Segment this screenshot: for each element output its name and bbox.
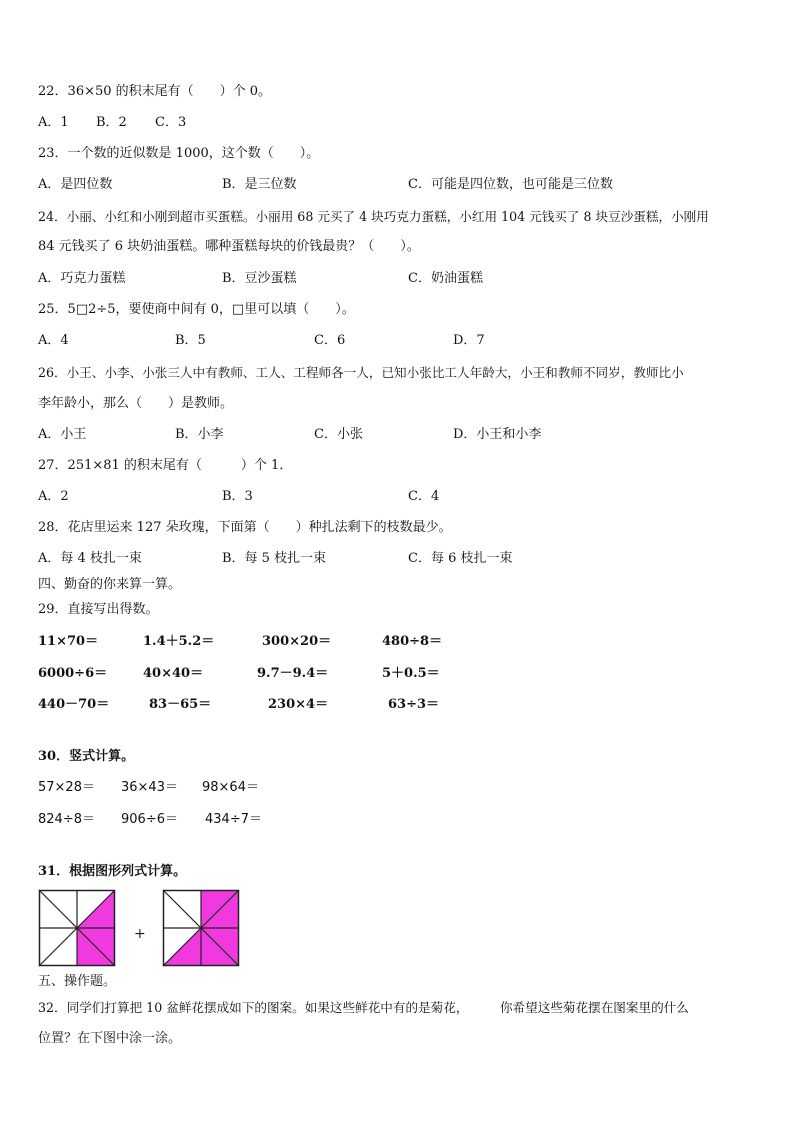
- q29-item-3-1: 440－70＝: [38, 697, 110, 712]
- q29-item-2-1: 6000÷6＝: [38, 666, 108, 681]
- q24-option-c: C．奶油蛋糕: [408, 271, 483, 286]
- q27-option-b: B．3: [222, 489, 253, 504]
- q25-option-d: D．7: [453, 333, 485, 348]
- q32-stem-line2: 位置？在下图中涂一涂。: [38, 1031, 182, 1046]
- q26-option-b: B．小李: [175, 427, 224, 442]
- q29-item-2-2: 40×40＝: [143, 666, 204, 681]
- q29-item-1-1: 11×70＝: [38, 634, 99, 649]
- q30-item-2-3: 434÷7＝: [205, 812, 262, 827]
- q24-stem-line2: 84 元钱买了 6 块奶油蛋糕。哪种蛋糕每块的价钱最贵？（ ）。: [38, 239, 420, 254]
- q24-option-a: A．巧克力蛋糕: [38, 271, 126, 286]
- q29-item-1-3: 300×20＝: [262, 634, 332, 649]
- q26-option-d: D．小王和小李: [453, 427, 542, 442]
- q31-title: 31．根据图形列式计算。: [38, 864, 187, 879]
- q30-item-2-2: 906÷6＝: [121, 812, 178, 827]
- q22-option-c: C．3: [155, 115, 187, 130]
- q25-option-c: C．6: [314, 333, 346, 348]
- q30-item-1-1: 57×28＝: [38, 780, 95, 795]
- section-heading-4: 四、勤奋的你来算一算。: [38, 577, 182, 592]
- q23-option-b: B．是三位数: [222, 177, 297, 192]
- q25-option-a: A．4: [38, 333, 69, 348]
- q28-option-b: B．每 5 枝扎一束: [222, 551, 327, 566]
- q28-option-a: A．每 4 枝扎一束: [38, 551, 142, 566]
- q26-stem-line2: 李年龄小，那么（ ）是教师。: [38, 396, 234, 411]
- q25-option-b: B．5: [175, 333, 206, 348]
- q24-option-b: B．豆沙蛋糕: [222, 271, 297, 286]
- q22-option-a: A．1: [38, 115, 69, 130]
- q27-option-c: C．4: [408, 489, 440, 504]
- q29-item-2-4: 5＋0.5＝: [382, 666, 440, 681]
- q28-stem: 28．花店里运来 127 朵玫瑰，下面第（ ）种扎法剩下的枝数最少。: [38, 520, 452, 535]
- q30-item-1-2: 36×43＝: [121, 780, 178, 795]
- q26-option-c: C．小张: [314, 427, 363, 442]
- q28-option-c: C．每 6 枝扎一束: [408, 551, 513, 566]
- q29-item-1-2: 1.4＋5.2＝: [143, 634, 215, 649]
- q23-option-a: A．是四位数: [38, 177, 113, 192]
- q30-title: 30．竖式计算。: [38, 749, 135, 764]
- section-heading-5: 五、操作题。: [38, 974, 117, 989]
- q27-stem: 27．251×81 的积末尾有（ ）个 1．: [38, 458, 293, 473]
- q23-option-c: C．可能是四位数，也可能是三位数: [408, 177, 613, 192]
- q22-stem: 22．36×50 的积末尾有（ ）个 0。: [38, 84, 272, 99]
- q23-stem: 23．一个数的近似数是 1000，这个数（ ）。: [38, 146, 320, 161]
- q29-title: 29．直接写出得数。: [38, 602, 159, 617]
- q27-option-a: A．2: [38, 489, 69, 504]
- q29-item-1-4: 480÷8＝: [382, 634, 443, 649]
- q32-stem-line1: 32．同学们打算把 10 盆鲜花摆成如下的图案。如果这些鲜花中有的是菊花， 你希望这些菊花摆在图案里的什么: [38, 1000, 689, 1015]
- q26-option-a: A．小王: [38, 427, 87, 442]
- q29-item-3-3: 230×4＝: [268, 697, 329, 712]
- q29-item-3-2: 83－65＝: [149, 697, 212, 712]
- q25-stem: 25．5□2÷5，要使商中间有 0，□里可以填（ ）。: [38, 302, 355, 317]
- q24-stem-line1: 24．小丽、小红和小刚到超市买蛋糕。小丽用 68 元买了 4 块巧克力蛋糕，小红用 104 元钱买了 8 块豆沙蛋糕，小刚用: [38, 209, 709, 224]
- q29-item-2-3: 9.7－9.4＝: [257, 666, 329, 681]
- plus-sign: +: [134, 926, 146, 942]
- q22-option-b: B．2: [96, 115, 127, 130]
- q30-item-1-3: 98×64＝: [202, 780, 259, 795]
- q29-item-3-4: 63÷3＝: [388, 697, 440, 712]
- fraction-square-right: [163, 890, 239, 966]
- q30-item-2-1: 824÷8＝: [38, 812, 95, 827]
- q26-stem-line1: 26．小王、小李、小张三人中有教师、工人、工程师各一人，已知小张比工人年龄大，小王和教师不同岁，教师比小: [38, 365, 684, 380]
- fraction-square-left: [39, 890, 115, 966]
